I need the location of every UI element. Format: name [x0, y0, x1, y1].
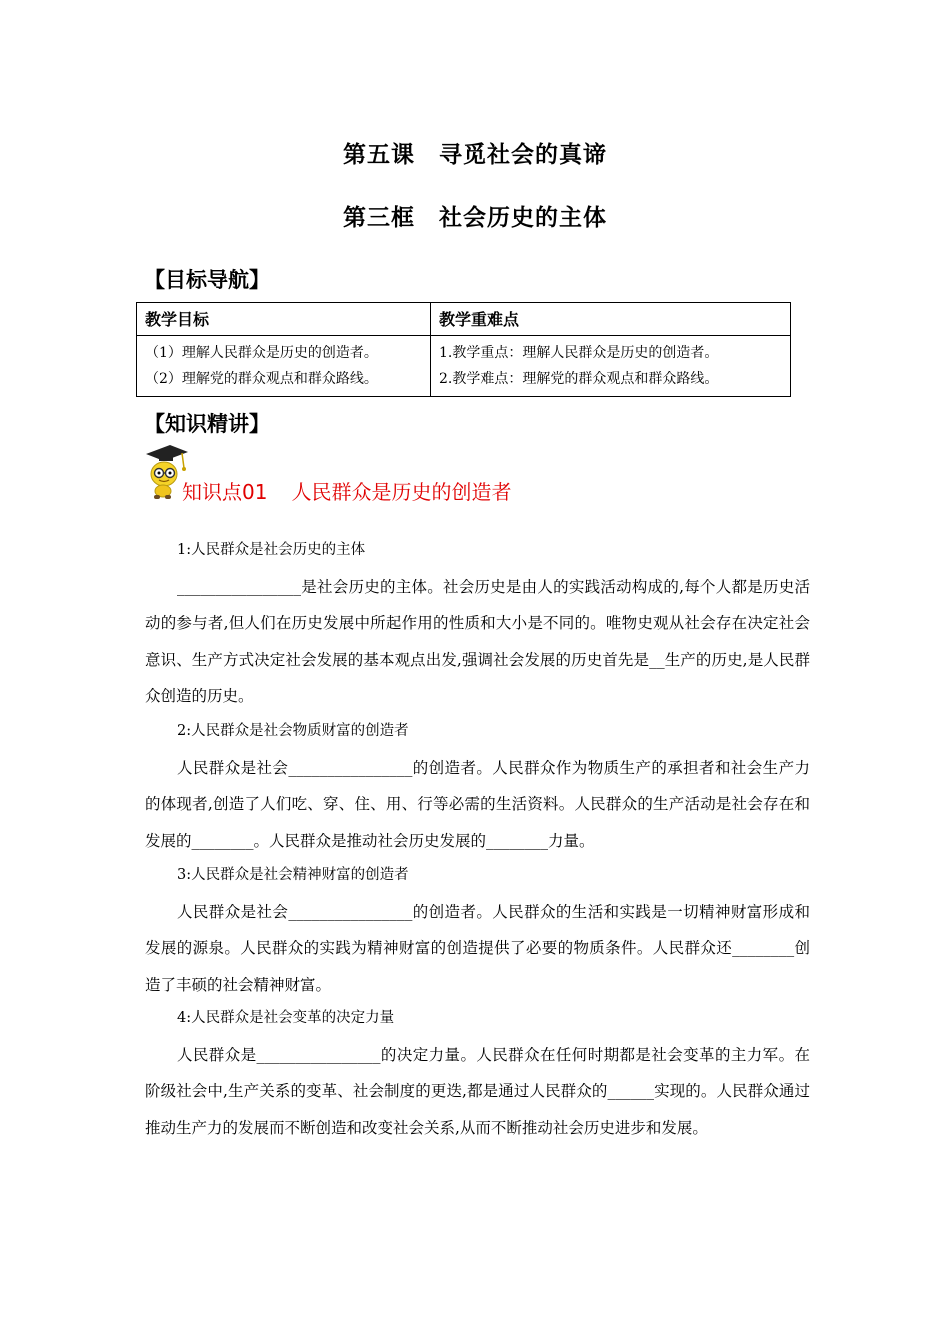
goals-heading: 【目标导航】	[144, 268, 270, 292]
focus-item: 1.教学重点：理解人民群众是历史的创造者。	[439, 345, 719, 361]
section-text: ________________是社会历史的主体。社会历史是由人的实践活动构成的,每个人都是历史活动的参与者,但人们在历史发展中所起作用的性质和大小是不同的。唯物史观从社会存在决定社会意识、生产方式决定社会发展的基本观点出发,强调社会发展的历史首先是__生产的历史,是人民群众创造的历史。	[145, 577, 810, 705]
goals-col2-cell	[431, 336, 791, 397]
goals-table	[136, 302, 791, 397]
knowledge-point-header	[142, 442, 702, 502]
section-heading: 1:人民群众是社会历史的主体	[177, 542, 366, 558]
section-1	[145, 532, 810, 715]
section-text: 人民群众是社会________________的创造者。人民群众的生活和实践是一切精神财富形成和发展的源泉。人民群众的实践为精神财富的创造提供了必要的物质条件。人民群众还________创造了丰硕的社会精神财富。	[145, 902, 810, 994]
section-2	[145, 713, 810, 859]
frame-title: 第三框 社会历史的主体	[343, 205, 607, 231]
section-text: 人民群众是社会________________的创造者。人民群众作为物质生产的承担者和社会生产力的体现者,创造了人们吃、穿、住、用、行等必需的生活资料。人民群众的生产活动是社会存在和发展的________。人民群众是推动社会历史发展的________力量。	[145, 758, 810, 850]
goal-item: （2）理解党的群众观点和群众路线。	[145, 371, 378, 387]
section-text: 人民群众是________________的决定力量。人民群众在任何时期都是社会变革的主力军。在阶级社会中,生产关系的变革、社会制度的更迭,都是通过人民群众的______实现的。人民群众通过推动生产力的发展而不断创造和改变社会关系,从而不断推动社会历史进步和发展。	[145, 1045, 810, 1137]
goals-col2-header: 教学重难点	[431, 303, 791, 336]
knowledge-heading: 【知识精讲】	[144, 412, 270, 436]
section-heading: 4:人民群众是社会变革的决定力量	[177, 1010, 395, 1026]
section-heading: 2:人民群众是社会物质财富的创造者	[177, 723, 409, 739]
section-3	[145, 857, 810, 1003]
knowledge-point-name: 人民群众是历史的创造者	[291, 480, 512, 504]
knowledge-point-number: 知识点01	[182, 480, 268, 504]
section-heading: 3:人民群众是社会精神财富的创造者	[177, 867, 409, 883]
goals-col1-cell	[137, 336, 431, 397]
focus-item: 2.教学难点：理解党的群众观点和群众路线。	[439, 371, 719, 387]
goal-item: （1）理解人民群众是历史的创造者。	[145, 345, 378, 361]
goals-col1-header: 教学目标	[137, 303, 431, 336]
section-4	[145, 1000, 810, 1146]
knowledge-point-title	[182, 476, 535, 505]
lesson-title: 第五课 寻觅社会的真谛	[343, 142, 607, 168]
